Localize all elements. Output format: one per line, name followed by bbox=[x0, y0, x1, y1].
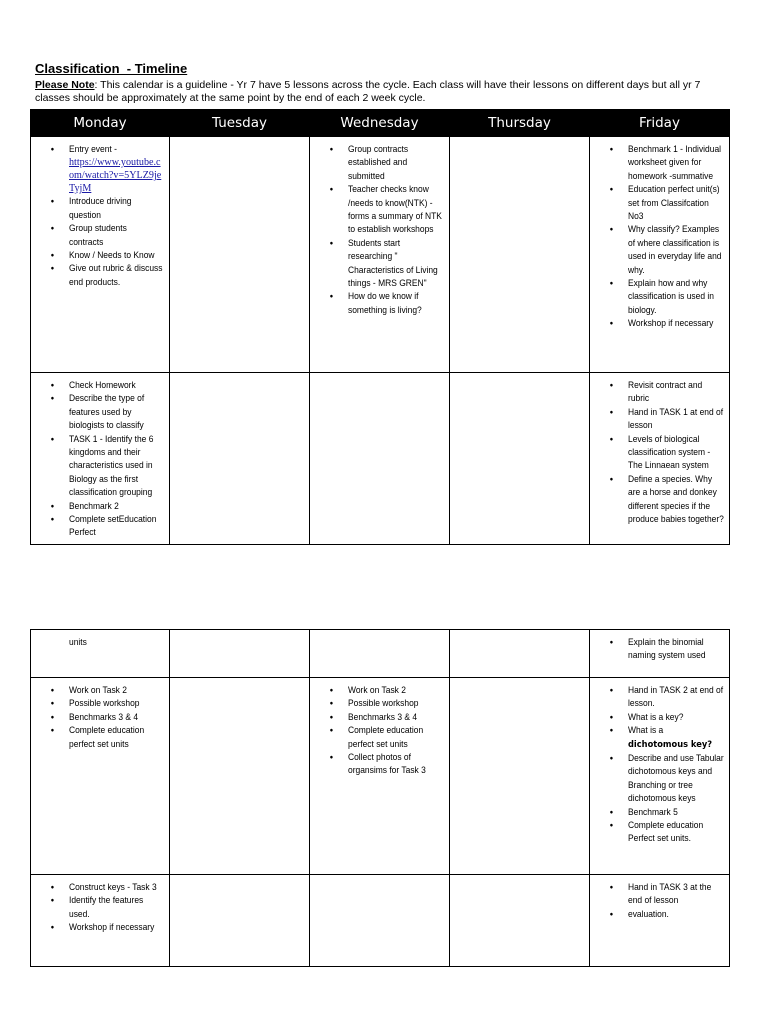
dichotomous-key-term: dichotomous key? bbox=[628, 739, 713, 750]
table-row bbox=[31, 137, 730, 373]
list-item: ● Possible workshop bbox=[69, 697, 164, 710]
list-item: ● What is a key? bbox=[628, 711, 724, 724]
list-item: ● Give out rubric & discuss end products. bbox=[69, 262, 164, 289]
list-item: ● Benchmarks 3 & 4 bbox=[69, 711, 164, 724]
document-title: Classification - Timeline bbox=[35, 61, 188, 76]
list-item: ● Introduce driving question bbox=[69, 195, 164, 222]
header-tuesday: Tuesday bbox=[170, 110, 310, 137]
cell-thursday bbox=[450, 678, 590, 875]
cell-monday bbox=[31, 630, 170, 678]
list-item: ● Why classify? Examples of where classification is used in everyday life and why. bbox=[628, 223, 724, 277]
cell-friday bbox=[590, 678, 730, 875]
cell-friday bbox=[590, 630, 730, 678]
cell-thursday bbox=[450, 630, 590, 678]
list-item: ● Work on Task 2 bbox=[69, 684, 164, 697]
list-item: ● Benchmark 5 bbox=[628, 806, 724, 819]
table-row bbox=[31, 630, 730, 678]
note-label: Please Note bbox=[35, 79, 95, 91]
list-item: contracts bbox=[69, 236, 104, 247]
list-item: ● Possible workshop bbox=[348, 697, 444, 710]
video-link-item bbox=[69, 156, 164, 195]
list-item bbox=[69, 143, 164, 156]
header-row bbox=[31, 110, 730, 137]
header-wednesday: Wednesday bbox=[310, 110, 450, 137]
list-item: ● Explain how and why classification is used in biology. bbox=[628, 277, 724, 317]
cell-wednesday bbox=[310, 678, 450, 875]
list-item: ● Check Homework bbox=[69, 379, 164, 392]
cell-friday bbox=[590, 875, 730, 967]
list-item: ● Construct keys - Task 3 bbox=[69, 881, 164, 894]
timeline-table-page-2 bbox=[30, 629, 730, 967]
list-item: ● Workshop if necessary bbox=[69, 921, 164, 934]
list-item: ● Revisit contract and rubric bbox=[628, 379, 724, 406]
cell-wednesday bbox=[310, 137, 450, 373]
list-item: ● Define a species. Why are a horse and donkey different species if the produce babies together? bbox=[628, 473, 724, 527]
cell-tuesday bbox=[170, 373, 310, 545]
list-item: ● How do we know if something is living? bbox=[348, 290, 444, 317]
list-item: ● Group students bbox=[69, 222, 164, 235]
list-item: ● Complete education perfect set units bbox=[69, 724, 164, 751]
cell-tuesday bbox=[170, 875, 310, 967]
cell-monday bbox=[31, 137, 170, 373]
list-item: ● Hand in TASK 2 at end of lesson. bbox=[628, 684, 724, 711]
cell-wednesday bbox=[310, 630, 450, 678]
list-item: ● Complete setEducation Perfect bbox=[69, 513, 164, 540]
list-item: ● What is a bbox=[628, 724, 724, 737]
list-item: ● Group contracts established and submitted bbox=[348, 143, 444, 183]
video-link[interactable]: https://www.youtube.com/watch?v=5YLZ9jeTyjM bbox=[69, 156, 162, 195]
table-row bbox=[31, 875, 730, 967]
list-item: ● Describe the type of features used by biologists to classify bbox=[69, 392, 164, 432]
cell-thursday bbox=[450, 875, 590, 967]
list-item: units bbox=[69, 637, 87, 647]
cell-thursday bbox=[450, 137, 590, 373]
note-text: : This calendar is a guideline - Yr 7 have 5 lessons across the cycle. Each class will have their lessons on different days but all yr 7 classes should be approximately at the same point by the end of each 2 week cycle. bbox=[35, 79, 701, 104]
cell-monday bbox=[31, 373, 170, 545]
list-item: ● Know / Needs to Know bbox=[69, 249, 164, 262]
cell-wednesday bbox=[310, 875, 450, 967]
list-item: ● Benchmarks 3 & 4 bbox=[348, 711, 444, 724]
list-item: ● Complete education Perfect set units. bbox=[628, 819, 724, 846]
list-item: ● Work on Task 2 bbox=[348, 684, 444, 697]
list-item: ● Benchmark 1 - Individual worksheet given for homework -summative bbox=[628, 143, 724, 183]
timeline-table-page-1 bbox=[30, 109, 730, 545]
cell-tuesday bbox=[170, 630, 310, 678]
list-item: ● Workshop if necessary bbox=[628, 317, 724, 330]
header-thursday: Thursday bbox=[450, 110, 590, 137]
cell-friday bbox=[590, 137, 730, 373]
list-item: ● Education perfect unit(s) set from Classifcation No3 bbox=[628, 183, 724, 223]
list-item: ● Identify the features used. bbox=[69, 894, 164, 921]
list-item: ● Levels of biological classification system - The Linnaean system bbox=[628, 433, 724, 473]
list-item: ● Students start researching " Characteristics of Living things - MRS GREN" bbox=[348, 237, 444, 291]
guideline-note bbox=[35, 79, 735, 105]
header-monday: Monday bbox=[31, 110, 170, 137]
cell-monday bbox=[31, 678, 170, 875]
cell-tuesday bbox=[170, 678, 310, 875]
table-row bbox=[31, 678, 730, 875]
cell-tuesday bbox=[170, 137, 310, 373]
cell-friday bbox=[590, 373, 730, 545]
list-item: ● Teacher checks know /needs to know(NTK) - forms a summary of NTK to establish workshops bbox=[348, 183, 444, 237]
header-friday: Friday bbox=[590, 110, 730, 137]
cell-wednesday bbox=[310, 373, 450, 545]
table-row bbox=[31, 373, 730, 545]
list-item: ● Hand in TASK 1 at end of lesson bbox=[628, 406, 724, 433]
list-item: ● Explain the binomial naming system used bbox=[628, 636, 724, 663]
list-item: ● Benchmark 2 bbox=[69, 500, 164, 513]
list-item: ● Entry event - bbox=[69, 143, 164, 156]
list-item: ● Hand in TASK 3 at the end of lesson bbox=[628, 881, 724, 908]
list-item bbox=[628, 738, 724, 752]
list-item: ● Collect photos of organsims for Task 3 bbox=[348, 751, 444, 778]
cell-thursday bbox=[450, 373, 590, 545]
list-item: ● Complete education perfect set units bbox=[348, 724, 444, 751]
list-item: ● Describe and use Tabular dichotomous keys and Branching or tree dichotomous keys bbox=[628, 752, 724, 806]
cell-monday bbox=[31, 875, 170, 967]
list-item: ● evaluation. bbox=[628, 908, 724, 921]
list-item: ● TASK 1 - Identify the 6 kingdoms and their characteristics used in Biology as the first classification grouping bbox=[69, 433, 164, 500]
